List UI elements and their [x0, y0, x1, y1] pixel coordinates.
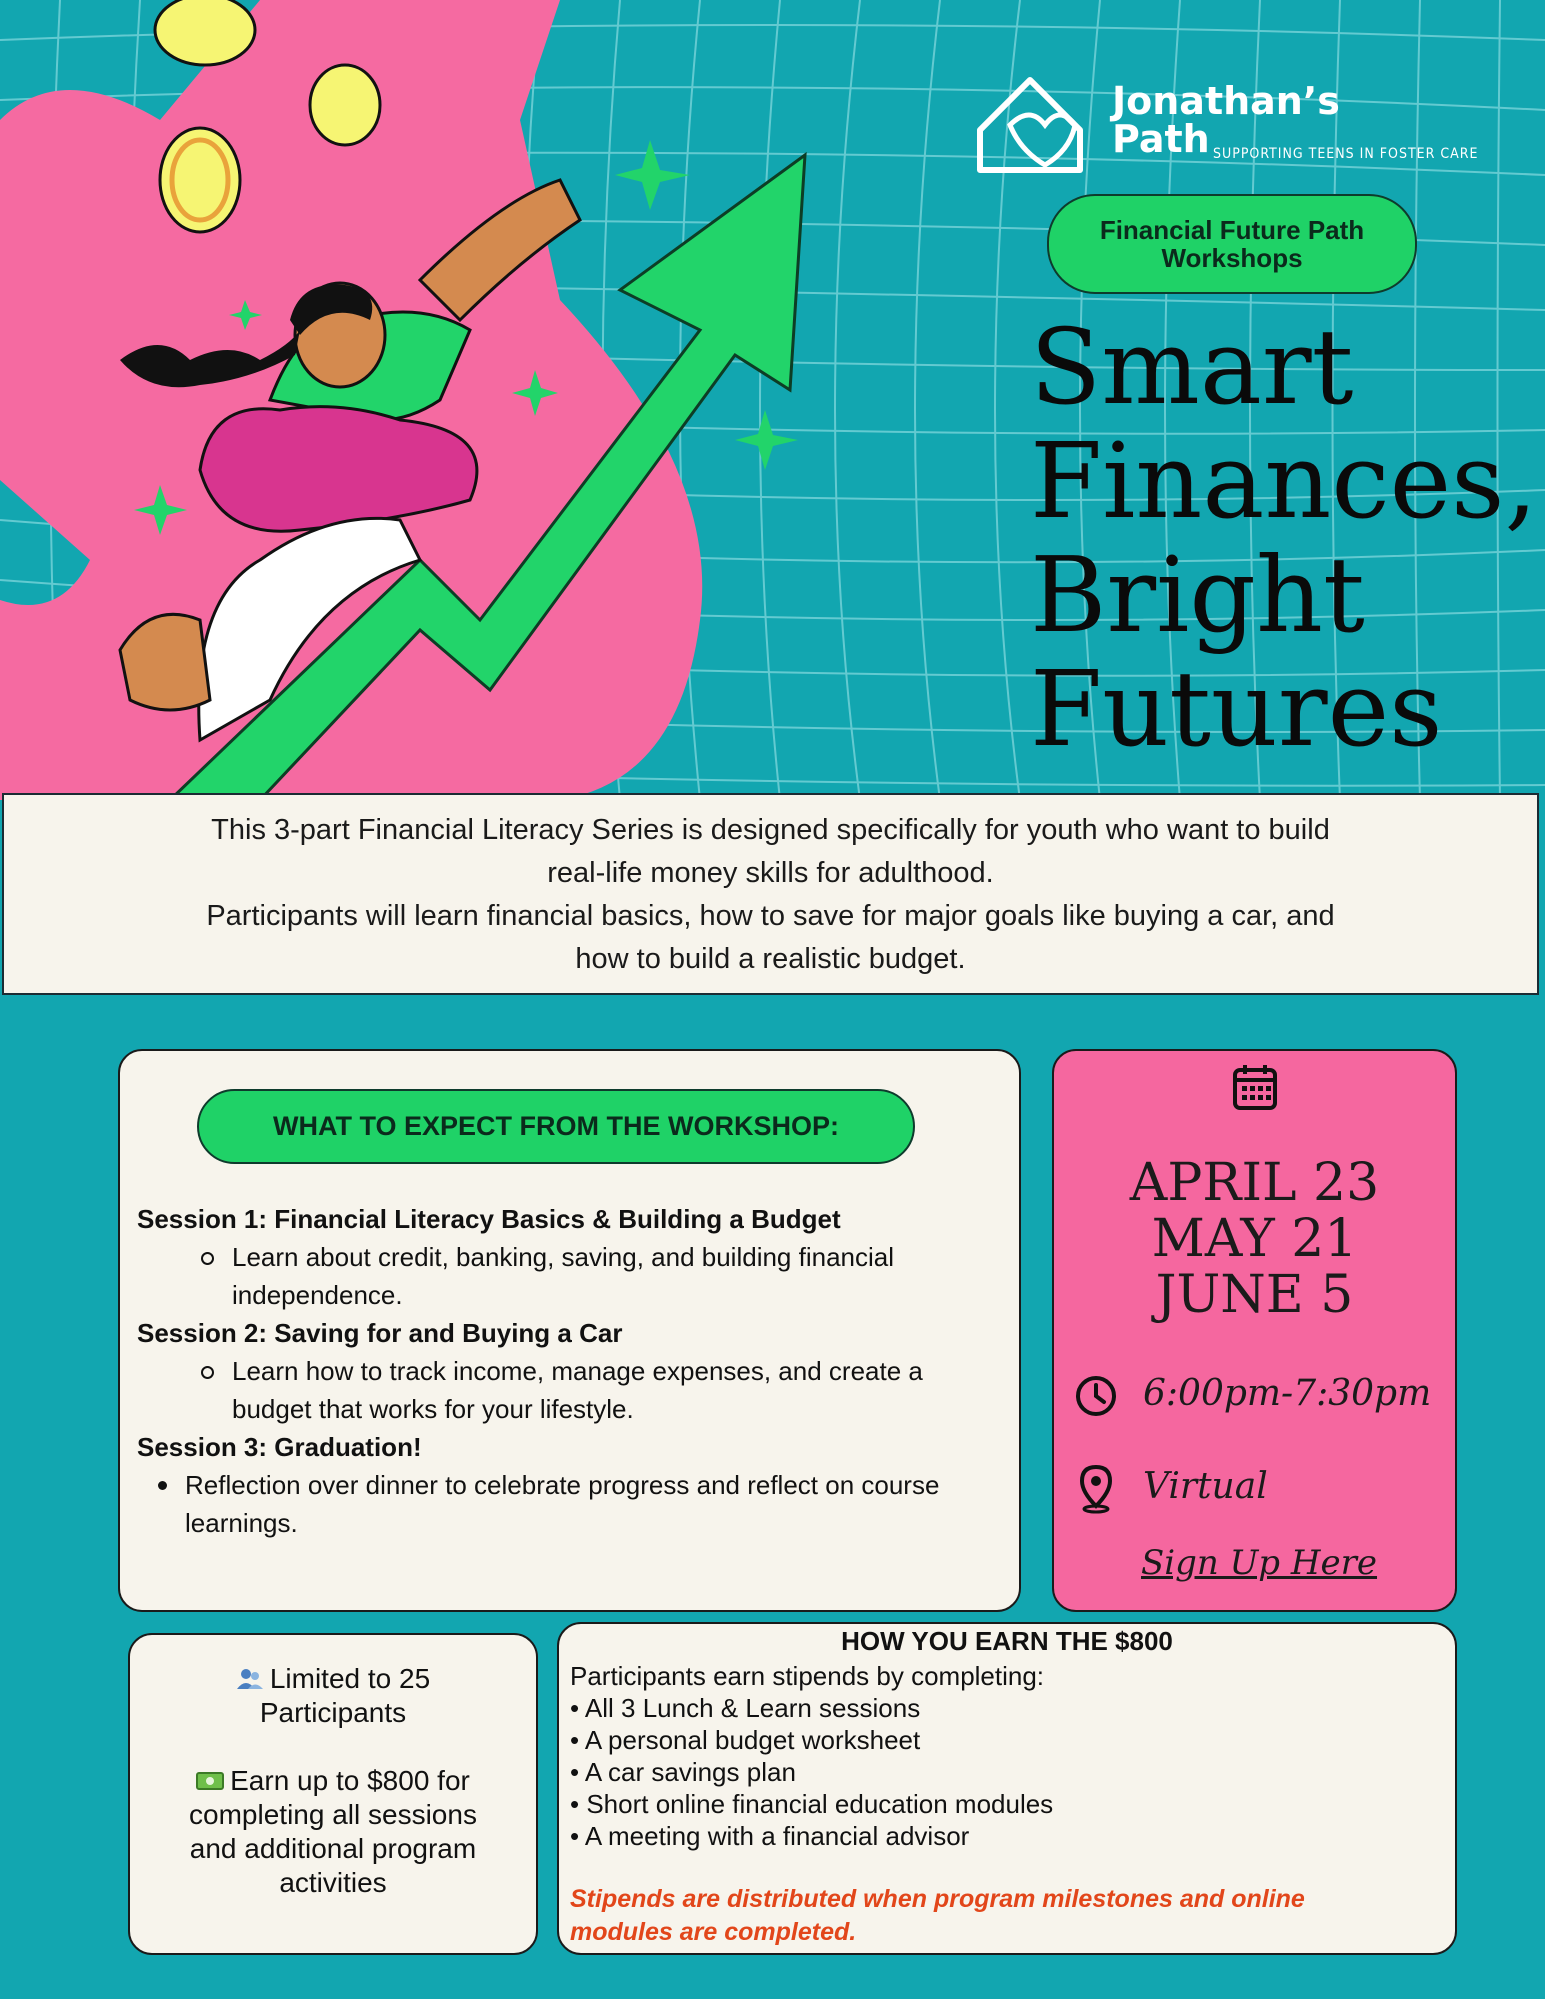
hero-illustration [0, 0, 1000, 800]
title-line2: Finances, [1030, 420, 1538, 542]
intro-panel [2, 793, 1539, 995]
list-item: • A car savings plan [570, 1757, 796, 1787]
date-3: JUNE 5 [1155, 1265, 1354, 1325]
org-tagline: SUPPORTING TEENS IN FOSTER CARE [1213, 146, 1479, 162]
org-name-line1: Jonathan’s [1112, 79, 1340, 123]
earn-line: Earn up to $800 for [128, 1764, 538, 1798]
title-line4: Futures [1030, 648, 1443, 770]
session2-item: Learn how to track income, manage expenses, and create a budget that works for your lifestyle. [137, 1352, 1007, 1428]
workshop-time: 6:00pm-7:30pm [1143, 1373, 1432, 1414]
list-item: • Short online financial education modules [570, 1789, 1054, 1819]
sign-up-link[interactable]: Sign Up Here [1141, 1543, 1378, 1583]
money-icon [196, 1769, 224, 1793]
highlights-text: Limited to 25 Participants Earn up to $800 for completing all sessions and additional program activities [128, 1662, 538, 1900]
workshop-dates [1052, 1155, 1457, 1323]
page-title [1030, 306, 1538, 770]
session-list [137, 1200, 1007, 1542]
list-item: • A meeting with a financial advisor [570, 1821, 970, 1851]
program-badge-line1: Financial Future Path [1099, 215, 1365, 245]
session3-item: Reflection over dinner to celebrate progress and reflect on course learnings. [137, 1466, 1007, 1542]
workshop-location: Virtual [1143, 1466, 1268, 1507]
date-1: APRIL 23 [1129, 1153, 1380, 1213]
session1-title: Session 1: Financial Literacy Basics & Building a Budget [137, 1204, 841, 1234]
stipend-intro: Participants earn stipends by completing: [570, 1661, 1045, 1691]
stipend-note: Stipends are distributed when program milestones and online modules are completed. [570, 1885, 1305, 1946]
expect-heading: WHAT TO EXPECT FROM THE WORKSHOP: [197, 1089, 915, 1164]
stipend-title: HOW YOU EARN THE $800 [841, 1626, 1173, 1656]
clock-icon [1074, 1374, 1118, 1418]
stipend-body [570, 1660, 1440, 1852]
intro-line4: how to build a realistic budget. [575, 943, 966, 975]
calendar-icon [1232, 1063, 1278, 1111]
program-badge-line2: Workshops [1161, 243, 1303, 273]
title-line3: Bright [1030, 534, 1365, 656]
location-pin-icon [1076, 1464, 1116, 1514]
date-2: MAY 21 [1151, 1209, 1358, 1269]
intro-line3: Participants will learn financial basics, how to save for major goals like buying a car, and [206, 900, 1335, 932]
session1-item: Learn about credit, banking, saving, and building financial independence. [137, 1238, 1007, 1314]
schedule-card [1052, 1049, 1457, 1612]
list-item: • All 3 Lunch & Learn sessions [570, 1693, 921, 1723]
session3-title: Session 3: Graduation! [137, 1432, 422, 1462]
intro-line1: This 3-part Financial Literacy Series is designed specifically for youth who want to build [211, 814, 1330, 846]
session2-title: Session 2: Saving for and Buying a Car [137, 1318, 623, 1348]
org-name-line2: Path [1112, 117, 1210, 161]
limit-line: Limited to 25 [128, 1662, 538, 1696]
program-badge [1047, 194, 1417, 294]
title-line1: Smart [1030, 306, 1354, 428]
people-icon [236, 1667, 264, 1691]
list-item: • A personal budget worksheet [570, 1725, 921, 1755]
intro-line2: real-life money skills for adulthood. [547, 857, 994, 889]
